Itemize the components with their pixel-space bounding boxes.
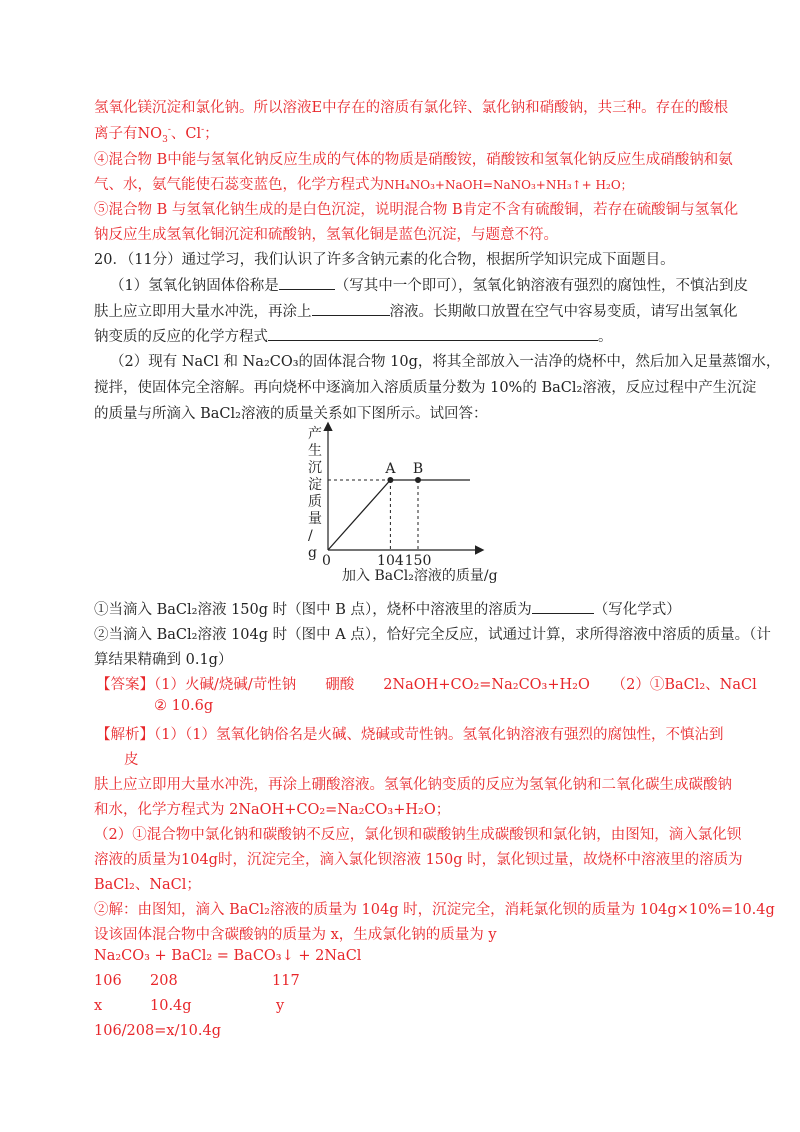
analysis-line: 和水，化学方程式为 2NaOH+CO₂=Na₂CO₃+H₂O； (94, 802, 451, 818)
analysis-line: ②解：由图知，滴入 BaCl₂溶液的质量为 104g 时，沉淀完全，消耗氯化钡的质量为 104g×10%=10.4g (94, 902, 775, 918)
analysis-line: 气、水，氨气能使石蕊变蓝色，化学方程式为NH₄NO₃+NaOH=NaNO₃+NH₃↑+ H₂O； (94, 177, 633, 193)
point-a (387, 477, 393, 483)
y-axis-label-char: 生 (308, 443, 322, 459)
molar-mass-row: 117 (272, 973, 300, 989)
analysis-tag: 【解析】 (96, 727, 154, 743)
y-axis-label-char: 产 (308, 426, 322, 442)
analysis-line: 溶液的质量为104g时，沉淀完全，滴入氯化钡溶液 150g 时，氯化钡过量，故烧杯中溶液里的溶质为 (94, 852, 743, 868)
answer-blank (312, 301, 390, 316)
x-axis-label: 加入 BaCl₂溶液的质量/g (342, 568, 498, 584)
variable-row: 10.4g (150, 998, 192, 1014)
origin-label: 0 (322, 553, 331, 569)
answer-blank (268, 326, 598, 341)
x-tick-label: 104 (377, 553, 404, 569)
sub-question-2: 算结果精确到 0.1g） (94, 652, 233, 668)
point-b (415, 477, 421, 483)
analysis-line: 设该固体混合物中含碳酸钠的质量为 x，生成氯化钠的质量为 y (94, 927, 497, 943)
y-axis-label-char: g (308, 545, 317, 561)
analysis-line: BaCl₂、NaCl； (94, 877, 201, 893)
y-axis-label (308, 425, 322, 561)
question-part2: （2）现有 NaCl 和 Na₂CO₃的固体混合物 10g，将其全部放入一洁净的烧杯中，然后加入足量蒸馏水， (110, 354, 781, 370)
question-heading: 20．（11分）通过学习，我们认识了许多含钠元素的化合物，根据所学知识完成下面题目。 (94, 252, 675, 268)
variable-row: x (94, 998, 103, 1014)
question-part1: 钠变质的反应的化学方程式 。 (94, 325, 613, 346)
question-part2: 搅拌，使固体完全溶解。再向烧杯中逐滴加入溶质质量分数为 10%的 BaCl₂溶液，反应过程中产生沉淀 (94, 380, 757, 396)
y-axis-label-char: 沉 (308, 460, 322, 476)
answer-blank (532, 599, 594, 614)
precipitate-chart (300, 416, 510, 584)
point-a-label: A (385, 461, 396, 477)
molar-mass-row: 106 (94, 973, 122, 989)
answer-line: 【答案】（1）火碱/烧碱/苛性钠 硼酸 2NaOH+CO₂=Na₂CO₃+H₂O （2）①BaCl₂、NaCl (96, 677, 757, 693)
analysis-line: ④混合物 B中能与氢氧化钠反应生成的气体的物质是硝酸铵，硝酸铵和氢氧化钠反应生成硝酸钠和氨 (94, 152, 733, 168)
question-part1: （1）氢氧化钠固体俗称是 （写其中一个即可），氢氧化钠溶液有强烈的腐蚀性，不慎沾到皮 (110, 274, 748, 295)
analysis-line: 皮 (124, 752, 139, 768)
y-axis-label-char: 淀 (308, 477, 322, 493)
analysis-line: （2）①混合物中氯化钠和碳酸钠不反应，氯化钡和碳酸钠生成碳酸钡和氯化钠，由图知，滴入氯化钡 (94, 827, 742, 843)
ratio-line: 106/208=x/10.4g (94, 1023, 222, 1039)
y-axis-label-char: / (308, 528, 313, 544)
variable-row: y (276, 998, 285, 1014)
answer-line: ② 10.6g (154, 698, 214, 714)
x-tick-label: 150 (404, 553, 432, 569)
analysis-line: 肤上应立即用大量水冲洗，再涂上硼酸溶液。氢氧化钠变质的反应为氢氧化钠和二氧化碳生成碳酸钠 (94, 777, 732, 793)
analysis-line: 钠反应生成氢氧化铜沉淀和硫酸钠，氢氧化铜是蓝色沉淀，与题意不符。 (94, 227, 558, 243)
equation: Na₂CO₃ + BaCl₂ = BaCO₃↓ + 2NaCl (94, 948, 362, 964)
molar-mass-row: 208 (150, 973, 178, 989)
y-axis-label-char: 质 (308, 494, 322, 510)
y-axis-label-char: 量 (308, 511, 322, 527)
point-b-label: B (412, 461, 424, 477)
analysis-line: 离子有$NO_3^-$、Cl-； (94, 125, 219, 145)
analysis-line: 【解析】（1）（1）氢氧化钠俗名是火碱、烧碱或苛性钠。氢氧化钠溶液有强烈的腐蚀性，不慎沾到 (96, 727, 724, 743)
sub-question-2: ②当滴入 BaCl₂溶液 104g 时（图中 A 点），恰好完全反应，试通过计算，求所得溶液中溶质的质量。（计 (94, 627, 771, 643)
question-part2: 的质量与所滴入 BaCl₂溶液的质量关系如下图所示。试回答： (94, 406, 488, 422)
question-part1: 肤上应立即用大量水冲洗，再涂上 溶液。长期敞口放置在空气中容易变质，请写出氢氧化 (94, 300, 738, 321)
sub-question-1: ①当滴入 BaCl₂溶液 150g 时（图中 B 点），烧杯中溶液里的溶质为 （写化学式） (94, 598, 681, 619)
answer-blank (279, 275, 335, 290)
answer-tag: 【答案】 (96, 677, 154, 693)
series-line (328, 480, 418, 550)
analysis-line: 氢氧化镁沉淀和氯化钠。所以溶液E中存在的溶质有氯化锌、氯化钠和硝酸钠，共三种。存在的酸根 (94, 100, 729, 116)
analysis-line: ⑤混合物 B 与氢氧化钠生成的是白色沉淀，说明混合物 B肯定不含有硫酸铜，若存在硫酸铜与氢氧化 (94, 202, 739, 218)
